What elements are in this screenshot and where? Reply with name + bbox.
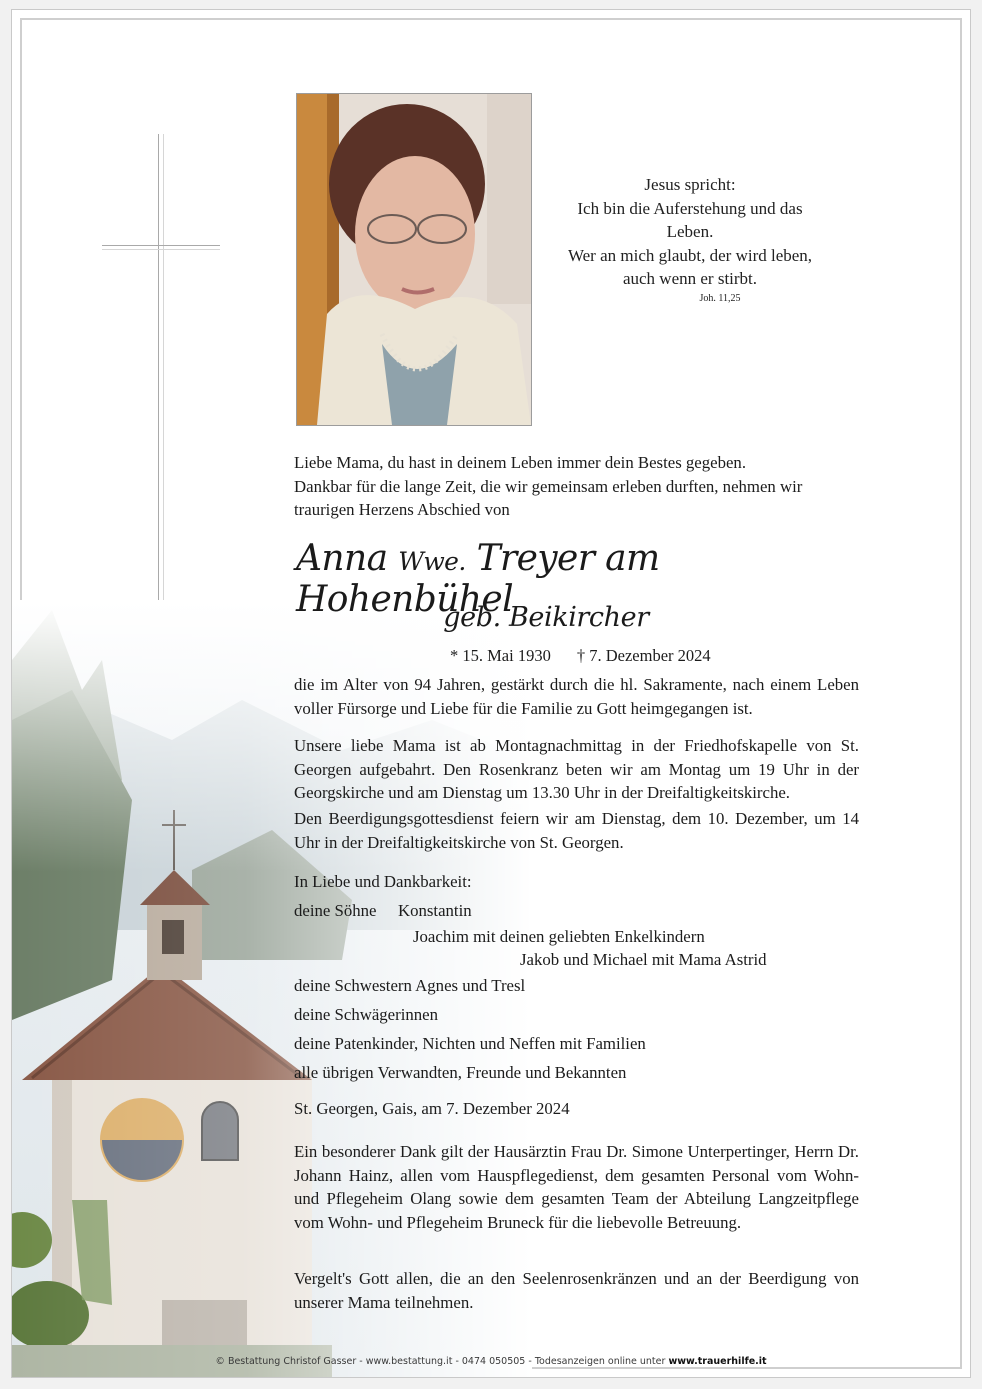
obituary-sheet <box>12 10 970 1377</box>
sons-label: deine Söhne <box>294 901 377 920</box>
maiden-name: geb. Beikircher <box>443 602 649 633</box>
intro-line: Liebe Mama, du hast in deinem Leben immer dein Bestes gegeben. <box>294 453 747 472</box>
portrait-photo <box>296 93 532 426</box>
grandchildren: Jakob und Michael mit Mama Astrid <box>520 950 767 969</box>
death-date: † 7. Dezember 2024 <box>576 646 711 665</box>
quote-line: Wer an mich glaubt, der wird leben, <box>567 245 813 265</box>
list-item: deine Patenkinder, Nichten und Neffen mit Familien <box>294 1034 646 1053</box>
quote-line: Jesus spricht: <box>644 175 736 194</box>
footer <box>12 1356 970 1367</box>
son-name: Joachim mit deinen geliebten Enkelkindern <box>413 927 705 946</box>
quote-line: auch wenn er stirbt. <box>622 269 758 288</box>
wake-paragraph: Unsere liebe Mama ist ab Montagnachmittag in der Friedhofskapelle von St. Georgen aufgebahrt. Den Rosenkranz beten wir am Montag um 19 Uhr in der Georgskirche und am Dienstag um 13.30 Uhr in der Dreifaltigkeitskirche. <box>294 736 859 802</box>
footer-link[interactable]: www.trauerhilfe.it <box>668 1356 767 1367</box>
cross-icon-horizontal <box>102 245 220 250</box>
list-item <box>294 925 894 948</box>
bible-quote <box>560 173 820 307</box>
footer-text: © Bestattung Christof Gasser - www.bestattung.it - 0474 050505 - Todesanzeigen online unter <box>215 1356 666 1367</box>
birth-date: * 15. Mai 1930 <box>450 646 551 665</box>
mourners-list <box>294 867 894 1087</box>
closing-paragraph: Vergelt's Gott allen, die an den Seelenrosenkränzen und an der Beerdigung von unserer Mama teilnehmen. <box>294 1269 859 1312</box>
last-name: Treyer am Hohenbühel <box>296 538 660 620</box>
intro-text <box>294 451 854 522</box>
first-name: Anna <box>296 538 388 579</box>
list-item <box>294 948 894 971</box>
life-dates <box>450 646 737 666</box>
intro-line: Dankbar für die lange Zeit, die wir gemeinsam erleben durften, nehmen wir traurigen Herzens Abschied von <box>294 476 803 519</box>
list-item: alle übrigen Verwandten, Freunde und Bekannten <box>294 1063 627 1082</box>
list-item: deine Schwägerinnen <box>294 1005 438 1024</box>
thanks-paragraph: Ein besonderer Dank gilt der Hausärztin Frau Dr. Simone Unterpertinger, Herrn Dr. Johann Hainz, allen vom Hauspflegedienst, dem gesamten Personal vom Wohn- und Pflegeheim Olang sowie dem gesamten Team der Abteilung Langzeitpflege vom Wohn- und Pflegeheim Bruneck für die liebevolle Betreuung. <box>294 1142 859 1232</box>
quote-reference: Joh. 11,25 <box>699 292 741 304</box>
list-item: deine Schwestern Agnes und Tresl <box>294 976 526 995</box>
age-paragraph: die im Alter von 94 Jahren, gestärkt durch die hl. Sakramente, nach einem Leben voller Fürsorge und Liebe für die Familie zu Gott heimgegangen ist. <box>294 675 859 718</box>
widow-title: Wwe. <box>398 547 466 576</box>
list-item <box>294 896 894 925</box>
funeral-paragraph: Den Beerdigungsgottesdienst feiern wir am Dienstag, dem 10. Dezember, um 14 Uhr in der Dreifaltigkeitskirche von St. Georgen. <box>294 809 859 852</box>
quote-line: Ich bin die Auferstehung und das Leben. <box>577 198 803 241</box>
mourners-heading: In Liebe und Dankbarkeit: <box>294 872 472 891</box>
place-date: St. Georgen, Gais, am 7. Dezember 2024 <box>294 1099 570 1118</box>
son-name: Konstantin <box>398 901 472 920</box>
